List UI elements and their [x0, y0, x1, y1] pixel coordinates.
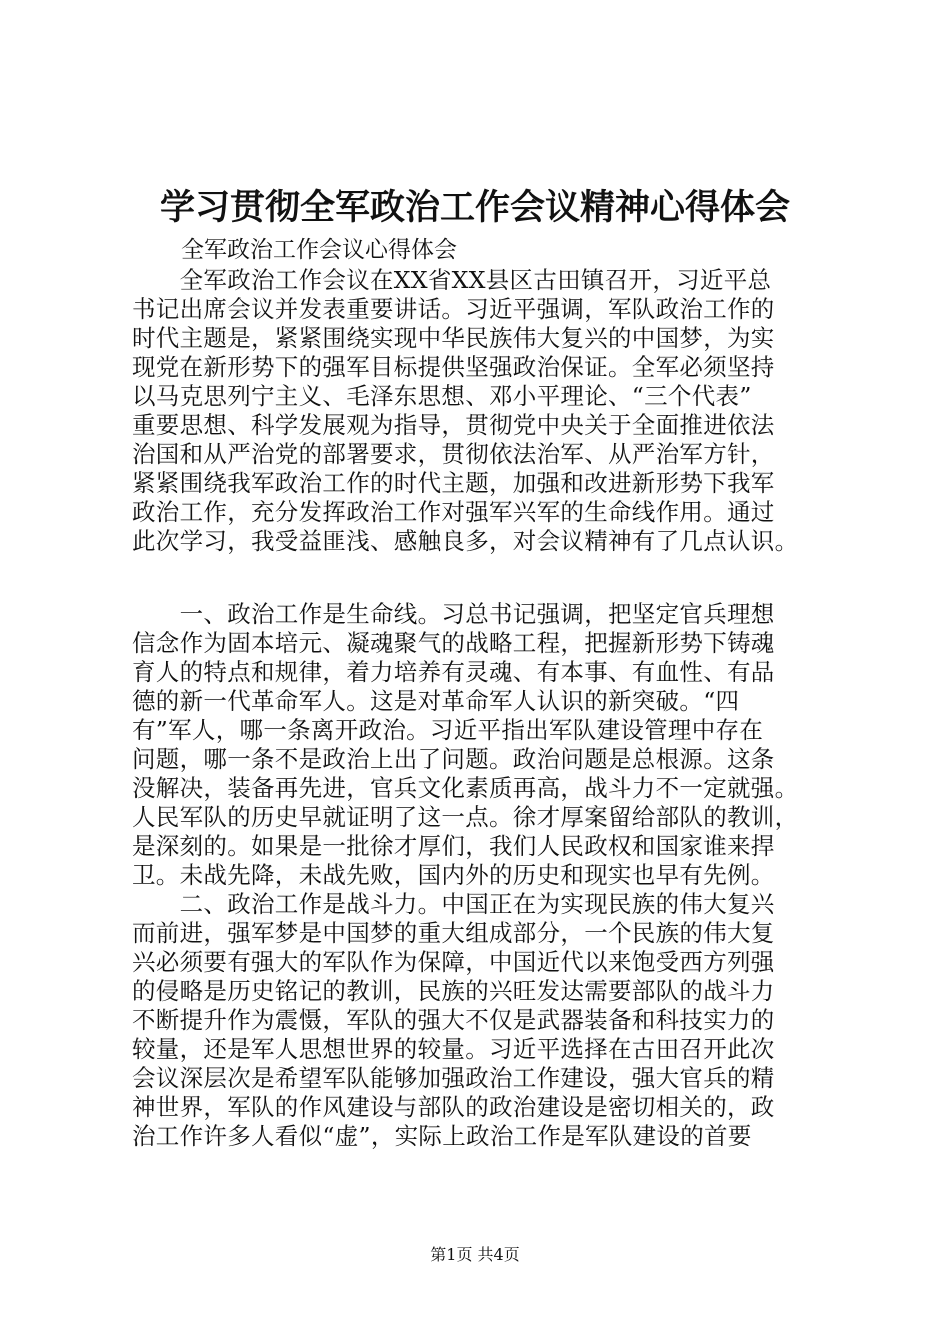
body-line: 时代主题是，紧紧围绕实现中华民族伟大复兴的中国梦，为实	[132, 324, 775, 352]
body-line: 书记出席会议并发表重要讲话。习近平强调，军队政治工作的	[132, 295, 775, 323]
body-line: 问题，哪一条不是政治上出了问题。政治问题是总根源。这条	[132, 745, 775, 773]
body-line: 兴必须要有强大的军队作为保障，中国近代以来饱受西方列强	[132, 948, 775, 976]
body-line: 而前进，强军梦是中国梦的重大组成部分，一个民族的伟大复	[132, 919, 775, 947]
body-line: 全军政治工作会议在XX省XX县区古田镇召开，习近平总	[132, 266, 772, 294]
body-line: 信念作为固本培元、凝魂聚气的战略工程，把握新形势下铸魂	[132, 629, 775, 657]
body-line: 治工作许多人看似“虚”，实际上政治工作是军队建设的首要	[132, 1122, 752, 1150]
body-line: 二、政治工作是战斗力。中国正在为实现民族的伟大复兴	[132, 890, 775, 918]
body-line: 会议深层次是希望军队能够加强政治工作建设，强大官兵的精	[132, 1064, 775, 1092]
body-line: 较量，还是军人思想世界的较量。习近平选择在古田召开此次	[132, 1035, 775, 1063]
body-line: 育人的特点和规律，着力培养有灵魂、有本事、有血性、有品	[132, 658, 775, 686]
body-line: 德的新一代革命军人。这是对革命军人认识的新突破。“四	[132, 687, 740, 715]
body-line: 紧紧围绕我军政治工作的时代主题，加强和改进新形势下我军	[132, 469, 775, 497]
page-footer: 第1页 共4页	[430, 1245, 520, 1264]
body-line: 有”军人，哪一条离开政治。习近平指出军队建设管理中存在	[132, 716, 764, 744]
body-line: 以马克思列宁主义、毛泽东思想、邓小平理论、“三个代表”	[132, 382, 752, 410]
body-line: 此次学习，我受益匪浅、感触良多，对会议精神有了几点认识。	[132, 527, 799, 555]
body-line: 是深刻的。如果是一批徐才厚们，我们人民政权和国家谁来捍	[132, 832, 775, 860]
body-line: 一、政治工作是生命线。习总书记强调，把坚定官兵理想	[132, 600, 775, 628]
body-line: 没解决，装备再先进，官兵文化素质再高，战斗力不一定就强。	[132, 774, 799, 802]
body-line: 重要思想、科学发展观为指导，贯彻党中央关于全面推进依法	[132, 411, 775, 439]
body-line: 现党在新形势下的强军目标提供坚强政治保证。全军必须坚持	[132, 353, 775, 381]
body-line: 政治工作，充分发挥政治工作对强军兴军的生命线作用。通过	[132, 498, 775, 526]
body-line: 神世界，军队的作风建设与部队的政治建设是密切相关的，政	[132, 1093, 775, 1121]
body-line: 卫。未战先降，未战先败，国内外的历史和现实也早有先例。	[132, 861, 775, 889]
body-line: 人民军队的历史早就证明了这一点。徐才厚案留给部队的教训，	[132, 803, 799, 831]
body-line: 治国和从严治党的部署要求，贯彻依法治军、从严治军方针，	[132, 440, 775, 468]
document-title: 学习贯彻全军政治工作会议精神心得体会	[159, 187, 790, 228]
document-subtitle: 全军政治工作会议心得体会	[181, 237, 457, 263]
body-line: 的侵略是历史铭记的教训，民族的兴旺发达需要部队的战斗力	[132, 977, 775, 1005]
body-line: 不断提升作为震慑，军队的强大不仅是武器装备和科技实力的	[132, 1006, 775, 1034]
